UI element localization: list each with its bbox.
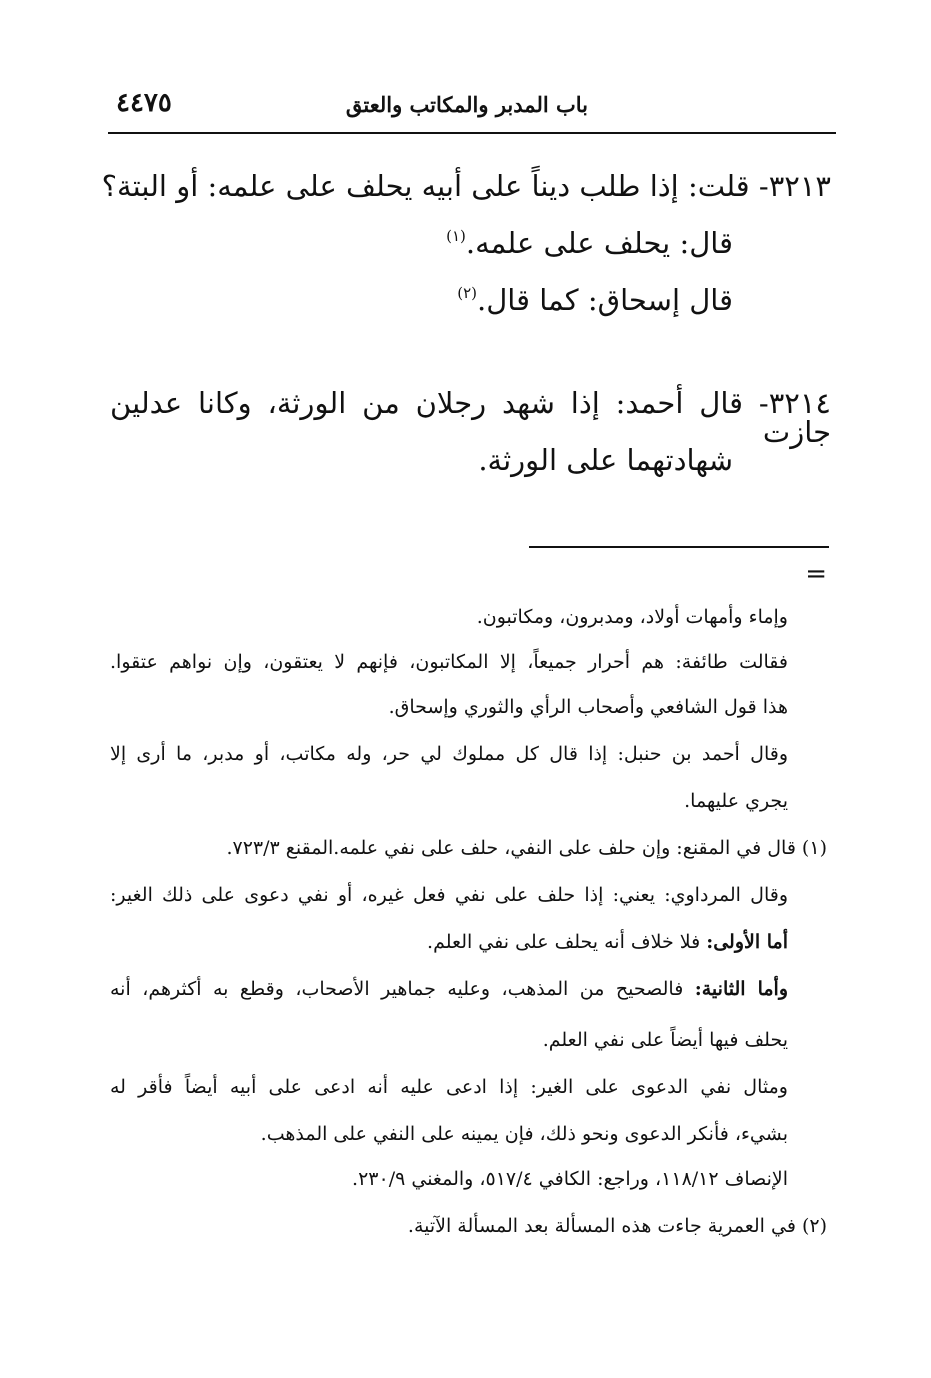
footnote-1-line-5: يحلف فيها أيضاً على نفي العلم. <box>542 1029 788 1051</box>
issue-3213-answer-ishaq <box>457 283 733 317</box>
footnote-1-line-2: وقال المرداوي: يعني: إذا حلف على نفي فعل غيره، أو نفي دعوى على ذلك الغير: <box>110 884 788 906</box>
page-number: ٤٤٧٥ <box>116 88 172 118</box>
footnote-continued-line-2: فقالت طائفة: هم أحرار جميعاً، إلا المكاتبون، فإنهم لا يعتقون، وإن نواهم عتقوا. <box>110 651 788 673</box>
footnote-1-first-case-label: أما الأولى: <box>706 931 788 953</box>
issue-3214-line-2: شهادتهما على الورثة. <box>478 443 733 477</box>
issue-3214-line-1: ٣٢١٤- قال أحمد: إذا شهد رجلان من الورثة، وكانا عدلين جازت <box>110 386 831 449</box>
footnote-continued-line-1: وإماء وأمهات أولاد، ومدبرون، ومكاتبون. <box>476 606 788 628</box>
footnote-1-line-3 <box>427 933 788 952</box>
issue-3213-question: ٣٢١٣- قلت: إذا طلب ديناً على أبيه يحلف على علمه: أو البتة؟ <box>101 169 831 203</box>
footnote-ref-2[interactable]: (٢) <box>457 284 477 302</box>
footnote-1-second-case-label: وأما الثانية: <box>694 978 788 1000</box>
footnote-ref-1[interactable]: (١) <box>446 227 466 245</box>
footnote-continued-line-3: هذا قول الشافعي وأصحاب الرأي والثوري وإسحاق. <box>388 696 788 718</box>
footnote-1-first-case-text: فلا خلاف أنه يحلف على نفي العلم. <box>427 931 707 953</box>
footnote-1-line-7: بشيء، فأنكر الدعوى ونحو ذلك، فإن يمينه على النفي على المذهب. <box>260 1123 788 1145</box>
answer-ishaq-text: قال إسحاق: كما قال. <box>476 283 733 317</box>
footnote-2: (٢) في العمرية جاءت هذه المسألة بعد المسألة الآتية. <box>407 1215 827 1237</box>
footnote-continued-line-5: يجري عليهما. <box>684 790 788 812</box>
running-head <box>108 88 823 128</box>
footnote-1-line-6: ومثال نفي الدعوى على الغير: إذا ادعى عليه أنه ادعى على أبيه أيضاً فأقر له <box>110 1076 788 1098</box>
issue-3213-answer-ahmad <box>446 226 733 260</box>
footnote-continued-line-4: وقال أحمد بن حنبل: إذا قال كل مملوك لي حر، وله مكاتب، أو مدبر، ما أرى إلا <box>110 743 788 765</box>
continuation-mark: = <box>805 559 827 589</box>
footnote-1-second-case-text: فالصحيح من المذهب، وعليه جماهير الأصحاب، وقطع به أكثرهم، أنه <box>110 978 695 1000</box>
header-rule <box>108 132 836 134</box>
footnote-separator <box>529 546 829 548</box>
footnote-1-line-1: (١) قال في المقنع: وإن حلف على النفي، حلف على نفي علمه.المقنع ٧٢٣/٣. <box>226 837 827 859</box>
chapter-title: باب المدبر والمكاتب والعتق <box>345 92 588 117</box>
footnote-1-line-4 <box>110 980 788 999</box>
footnote-1-line-8: الإنصاف ١١٨/١٢، وراجع: الكافي ٥١٧/٤، والمغني ٢٣٠/٩. <box>352 1168 788 1190</box>
answer-ahmad-text: قال: يحلف على علمه. <box>465 226 733 260</box>
